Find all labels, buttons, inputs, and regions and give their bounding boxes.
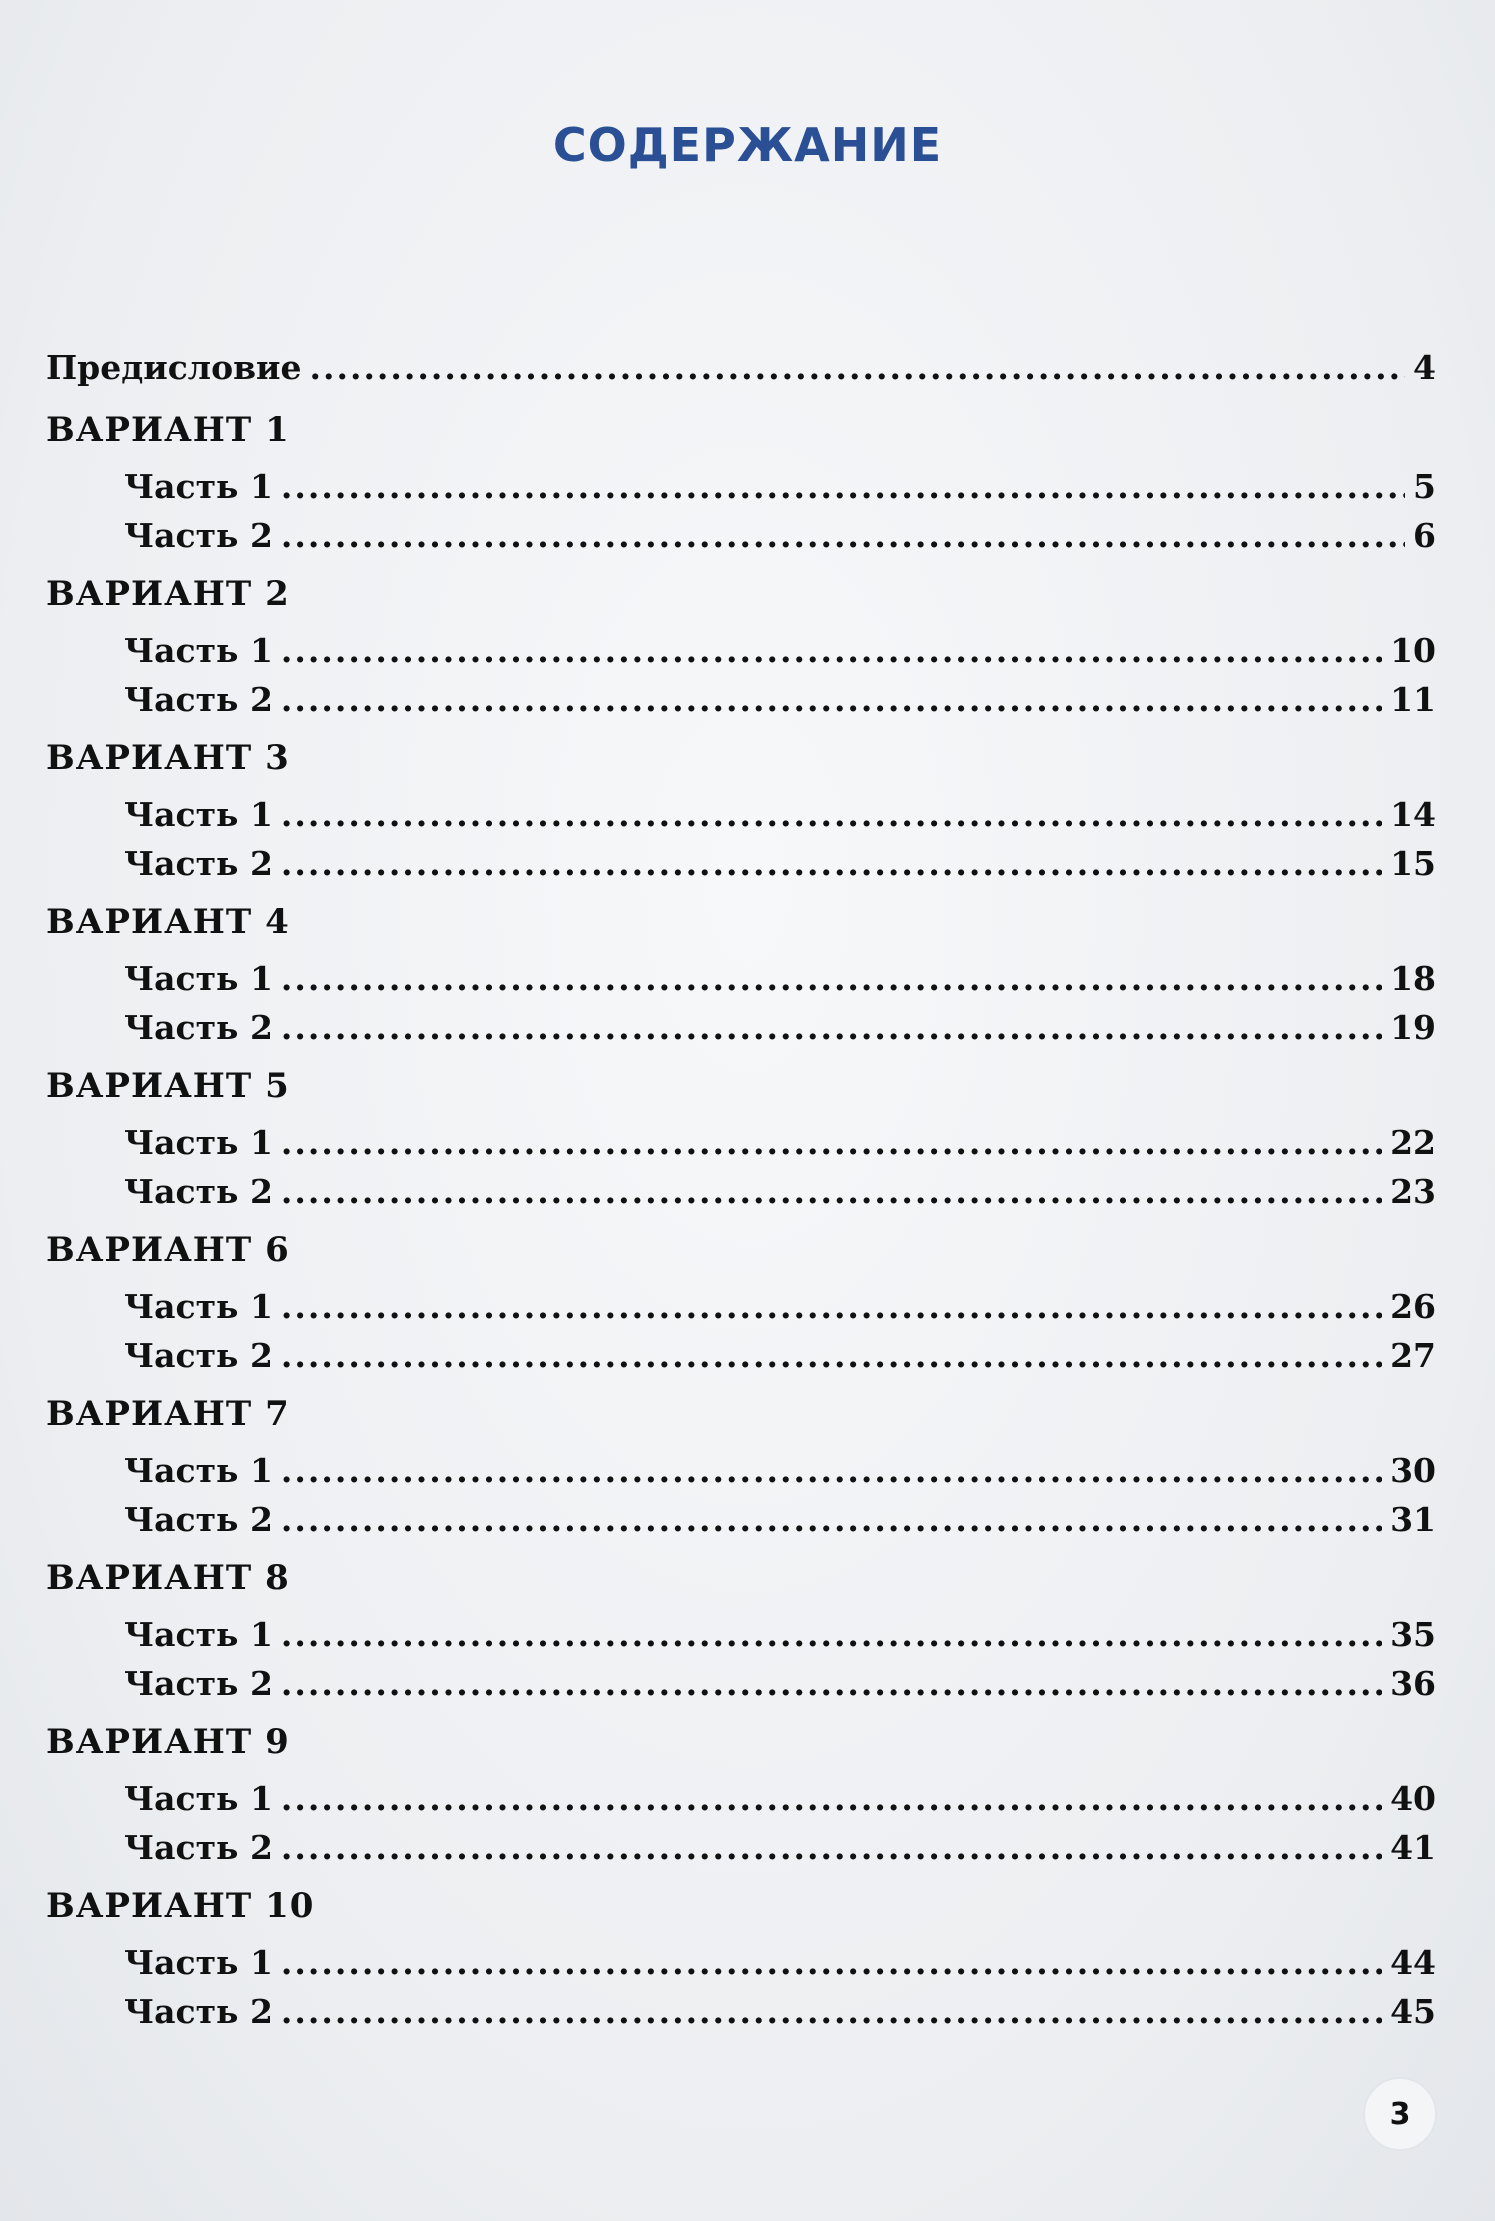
part-label: Часть 2	[124, 516, 273, 555]
dot-leader	[281, 1172, 1382, 1211]
toc-entry-part	[46, 680, 1436, 730]
toc-entry-part	[46, 631, 1436, 681]
dot-leader	[281, 1943, 1382, 1982]
dot-leader	[281, 844, 1382, 883]
toc-entry-part	[46, 1943, 1436, 1993]
dot-leader	[281, 1615, 1382, 1654]
part-label: Часть 2	[124, 1664, 273, 1703]
toc-variant-heading	[46, 410, 1436, 467]
dot-leader	[281, 516, 1405, 555]
part-page: 22	[1390, 1122, 1436, 1162]
part-label: Часть 2	[124, 1336, 273, 1375]
dot-leader	[281, 959, 1382, 998]
dot-leader	[281, 1451, 1382, 1490]
toc-entry-preface	[46, 348, 1436, 398]
toc-variant-heading	[46, 1230, 1436, 1287]
part-page: 36	[1390, 1664, 1436, 1703]
dot-leader	[281, 467, 1405, 506]
dot-leader	[281, 1500, 1382, 1539]
part-label: Часть 1	[124, 1286, 273, 1326]
part-page: 40	[1390, 1778, 1436, 1818]
dot-leader	[281, 631, 1382, 670]
toc-variant-heading	[46, 1394, 1436, 1451]
toc-entry-part	[46, 1779, 1436, 1829]
part-page: 5	[1413, 466, 1436, 506]
toc-variant-heading	[46, 574, 1436, 631]
dot-leader	[281, 1664, 1382, 1703]
table-of-contents	[46, 348, 1436, 2042]
part-page: 19	[1390, 1008, 1436, 1047]
toc-entry-part	[46, 1451, 1436, 1501]
toc-variant-heading	[46, 1558, 1436, 1615]
part-page: 26	[1390, 1286, 1436, 1326]
toc-entry-part	[46, 1664, 1436, 1714]
variant-label: ВАРИАНТ 8	[46, 1557, 290, 1598]
variant-label: ВАРИАНТ 6	[46, 1229, 290, 1270]
part-label: Часть 1	[124, 1942, 273, 1982]
toc-entry-part	[46, 1828, 1436, 1878]
part-page: 45	[1390, 1992, 1436, 2031]
part-label: Часть 1	[124, 794, 273, 834]
dot-leader	[309, 348, 1405, 387]
toc-entry-part	[46, 959, 1436, 1009]
part-page: 10	[1390, 630, 1436, 670]
part-page: 18	[1390, 958, 1436, 998]
variant-label: ВАРИАНТ 10	[46, 1885, 315, 1926]
toc-variant-heading	[46, 1066, 1436, 1123]
dot-leader	[281, 1779, 1382, 1818]
toc-entry-part	[46, 1287, 1436, 1337]
part-label: Часть 1	[124, 958, 273, 998]
part-label: Часть 1	[124, 1450, 273, 1490]
part-label: Часть 2	[124, 844, 273, 883]
part-page: 11	[1390, 680, 1436, 719]
toc-entry-part	[46, 1500, 1436, 1550]
part-label: Часть 1	[124, 630, 273, 670]
part-label: Часть 2	[124, 680, 273, 719]
part-page: 27	[1390, 1336, 1436, 1375]
toc-entry-part	[46, 795, 1436, 845]
toc-entry-part	[46, 1992, 1436, 2042]
variant-label: ВАРИАНТ 3	[46, 737, 290, 778]
dot-leader	[281, 1008, 1382, 1047]
part-label: Часть 2	[124, 1500, 273, 1539]
dot-leader	[281, 680, 1382, 719]
toc-entry-part	[46, 1123, 1436, 1173]
page-number: 3	[1363, 2077, 1437, 2151]
toc-variant-heading	[46, 1886, 1436, 1943]
part-page: 23	[1390, 1172, 1436, 1211]
part-label: Часть 2	[124, 1828, 273, 1867]
part-label: Часть 1	[124, 466, 273, 506]
toc-entry-part	[46, 1172, 1436, 1222]
variant-label: ВАРИАНТ 1	[46, 409, 290, 450]
part-label: Часть 2	[124, 1172, 273, 1211]
part-label: Часть 1	[124, 1778, 273, 1818]
dot-leader	[281, 795, 1382, 834]
toc-variant-heading	[46, 1722, 1436, 1779]
variant-label: ВАРИАНТ 7	[46, 1393, 290, 1434]
dot-leader	[281, 1336, 1382, 1375]
toc-entry-part	[46, 1615, 1436, 1665]
variant-label: ВАРИАНТ 9	[46, 1721, 290, 1762]
variant-label: ВАРИАНТ 2	[46, 573, 290, 614]
part-page: 15	[1390, 844, 1436, 883]
toc-variant-heading	[46, 738, 1436, 795]
variant-label: ВАРИАНТ 4	[46, 901, 290, 942]
part-page: 14	[1390, 794, 1436, 834]
toc-entry-part	[46, 1336, 1436, 1386]
toc-entry-part	[46, 516, 1436, 566]
variant-label: ВАРИАНТ 5	[46, 1065, 290, 1106]
toc-entry-part	[46, 1008, 1436, 1058]
part-page: 35	[1390, 1614, 1436, 1654]
part-label: Часть 2	[124, 1008, 273, 1047]
part-label: Часть 1	[124, 1122, 273, 1162]
toc-entry-page: 4	[1413, 348, 1436, 387]
toc-entry-label: Предисловие	[46, 348, 302, 387]
part-page: 44	[1390, 1942, 1436, 1982]
dot-leader	[281, 1828, 1382, 1867]
toc-entry-part	[46, 844, 1436, 894]
toc-variant-heading	[46, 902, 1436, 959]
dot-leader	[281, 1287, 1382, 1326]
dot-leader	[281, 1123, 1382, 1162]
page-title: СОДЕРЖАНИЕ	[552, 118, 943, 172]
part-label: Часть 1	[124, 1614, 273, 1654]
part-page: 41	[1390, 1828, 1436, 1867]
part-page: 31	[1390, 1500, 1436, 1539]
dot-leader	[281, 1992, 1382, 2031]
toc-entry-part	[46, 467, 1436, 517]
part-label: Часть 2	[124, 1992, 273, 2031]
part-page: 30	[1390, 1450, 1436, 1490]
part-page: 6	[1413, 516, 1436, 555]
